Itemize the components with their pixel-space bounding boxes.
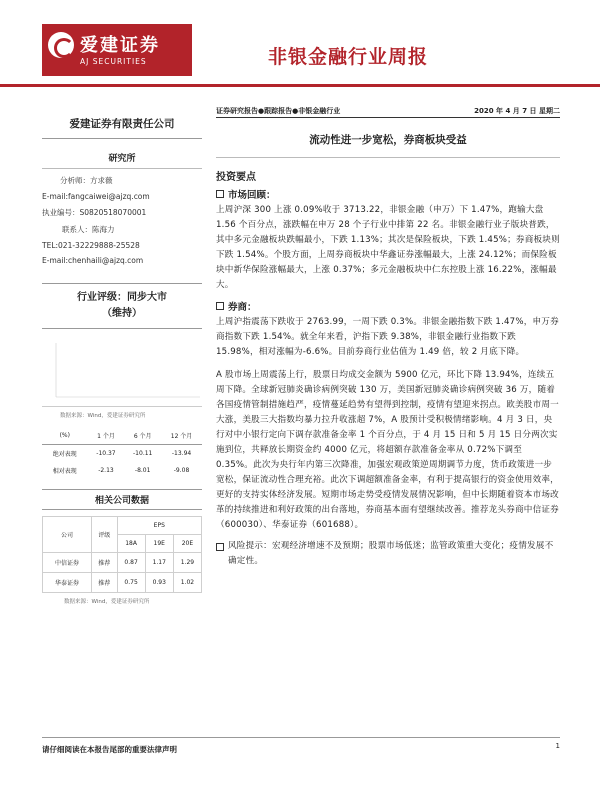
eps-rating: 推荐: [92, 553, 118, 573]
perf-cell: -2.13: [98, 467, 114, 474]
eps-value: 0.93: [145, 573, 173, 593]
perf-header-6m: 6 个月: [133, 433, 152, 440]
eps-year: 18A: [117, 535, 145, 553]
rating-status: （维持）: [102, 308, 142, 319]
logo-english-name: AJ SECURITIES: [80, 57, 147, 66]
analyst-email: E-mail:fangcaiwei@ajzq.com: [42, 192, 150, 201]
contact-email: E-mail:chenhaili@ajzq.com: [42, 256, 144, 265]
header-divider: [0, 84, 600, 87]
eps-header-company: 公司: [43, 517, 92, 553]
eps-value: 1.02: [173, 573, 201, 593]
perf-header-unit: (%): [59, 432, 70, 439]
risk-warning-text: 风险提示：宏观经济增速不及预期；股票市场低迷；监管政策重大变化；疫情发展不确定性。: [228, 541, 554, 566]
checkbox-icon: [216, 190, 224, 198]
eps-value: 1.29: [173, 553, 201, 573]
performance-table: [42, 427, 202, 479]
legal-disclaimer: 请仔细阅读在本报告尾部的重要法律声明: [42, 745, 177, 754]
perf-cell: -10.11: [133, 450, 153, 457]
page-footer: [42, 737, 560, 754]
eps-data-source: 数据来源：Wind，爱建证券研究所: [64, 599, 150, 605]
eps-value: 0.75: [117, 573, 145, 593]
chart-data-source: 数据来源：Wind，爱建证券研究所: [60, 413, 146, 419]
eps-year: 19E: [145, 535, 173, 553]
perf-cell: -13.94: [171, 450, 192, 457]
page-number: 1: [555, 742, 560, 750]
table-row: [42, 462, 202, 479]
company-name: 爱建证券有限责任公司: [42, 116, 202, 139]
checkbox-icon: [216, 543, 224, 551]
perf-cell: -8.01: [134, 467, 151, 474]
related-companies-title: 相关公司数据: [42, 489, 202, 510]
eps-company: 中信证券: [43, 553, 92, 573]
report-meta: [216, 104, 560, 118]
highlights-title: 投资要点: [216, 172, 256, 183]
checkbox-icon: [216, 302, 224, 310]
analyst-name: 分析师：方求薇: [60, 176, 113, 185]
eps-company: 华泰证券: [43, 573, 92, 593]
eps-table: [42, 516, 202, 593]
perf-cell: -9.08: [173, 467, 190, 474]
broker-text: 上周沪指震荡下跌收于 2763.99，一周下跌 0.3%。非银金融指数下跌 1.47%，申万券商指数下跌 1.54%。就全年来看，沪指下跌 9.38%，非银金融行业指数下跌 15.98%，相对涨幅为-6.6%。目前券商行业估值为 1.49 倍，较 2 月底下降。: [216, 317, 559, 357]
report-category: 证券研究报告●跟踪报告●非银金融行业: [216, 107, 341, 115]
table-row: [43, 553, 202, 573]
left-sidebar: [42, 110, 202, 605]
analyst-license: 执业编号：S0820518070001: [42, 208, 147, 217]
main-content: [216, 104, 560, 569]
performance-chart: [42, 335, 202, 407]
eps-value: 1.17: [145, 553, 173, 573]
market-review-heading: [216, 187, 560, 201]
company-logo: [42, 24, 192, 76]
logo-chinese-name: 爱建证券: [80, 35, 160, 56]
logo-mark-icon: [48, 32, 74, 58]
contact-name: 联系人：陈海力: [62, 225, 115, 234]
rating-label: 行业评级：同步大市: [77, 292, 167, 303]
performance-chart-plot: [42, 339, 202, 403]
market-review-label: 市场回顾：: [228, 190, 276, 201]
report-header: [0, 0, 600, 88]
research-institute-title: 研究所: [42, 151, 202, 169]
perf-header-1m: 1 个月: [97, 433, 115, 440]
broker-label: 券商：: [228, 302, 257, 313]
report-title: 非银金融行业周报: [268, 46, 429, 68]
risk-warning: [216, 539, 560, 569]
eps-value: 0.87: [117, 553, 145, 573]
perf-row-label: 相对表现: [52, 468, 77, 475]
table-row: [42, 445, 202, 463]
perf-cell: -10.37: [96, 450, 116, 457]
article-title: 流动性进一步宽松，券商板块受益: [216, 132, 560, 158]
perf-header-12m: 12 个月: [170, 433, 193, 440]
market-review-text: 上周沪深 300 上涨 0.09%收于 3713.22，非银金融（申万）下 1.47%，跑输大盘 1.56 个百分点，涨跌幅在申万 28 个子行业中排第 22 名。非银金融行业子版块普跌，其中多元金融板块跌幅最小，下跌 1.13%；其次是保险板块，下跌 1.45%；券商板块则下跌 1.54%。个股方面，上周券商板块中华鑫证券涨幅最大，上涨 24.12%；而保险板块中新华保险涨幅最大，上涨 0.37%；多元金融板块中仁东控股上涨 16.22%，涨幅最大。: [216, 205, 560, 290]
eps-year: 20E: [173, 535, 201, 553]
report-date: 2020 年 4 月 7 日 星期二: [474, 107, 560, 115]
eps-header-eps: EPS: [117, 517, 201, 535]
eps-header-rating: 评级: [92, 517, 118, 553]
market-detail-text: A 股市场上周震荡上行，股票日均成交金额为 5900 亿元，环比下降 13.94%，连续五周下降。全球新冠肺炎确诊病例突破 130 万，美国新冠肺炎确诊病例突破 36 万，随着各国疫情管制措施趋严，疫情蔓延趋势有望得到控制，疫情有望迎来拐点。欧美股市周一大涨，美股三大指数均暴力拉升收涨超 7%，A 股预计受积极情绪影响。4 月 3 日，央行对中小银行定向下调存款准备金率 1 个百分点，于 4 月 15 日和 5 月 15 日分两次实施到位，共释放长期资金约 4000 亿元，将超额存款准备金率从 0.72%下调至 0.35%。此次为央行年内第三次降准，加强宏观政策逆周期调节力度，货币政策进一步宽松，保证流动性合理充裕。此次下调超额准备金率，有利于提高银行的资金使用效率，更好的支持实体经济发展。短期市场走势受疫情发展情况影响，但中长期随着资本市场改革的持续推进和利好政策的出台落地，券商基本面有望继续改善。推荐龙头券商中信证券（600030）、华泰证券（601688）。: [216, 370, 559, 530]
broker-heading: [216, 299, 560, 313]
perf-row-label: 绝对表现: [52, 451, 77, 458]
table-row: [43, 573, 202, 593]
contact-tel: TEL:021-32229888-25528: [42, 241, 140, 250]
eps-rating: 推荐: [92, 573, 118, 593]
industry-rating: [42, 283, 202, 329]
